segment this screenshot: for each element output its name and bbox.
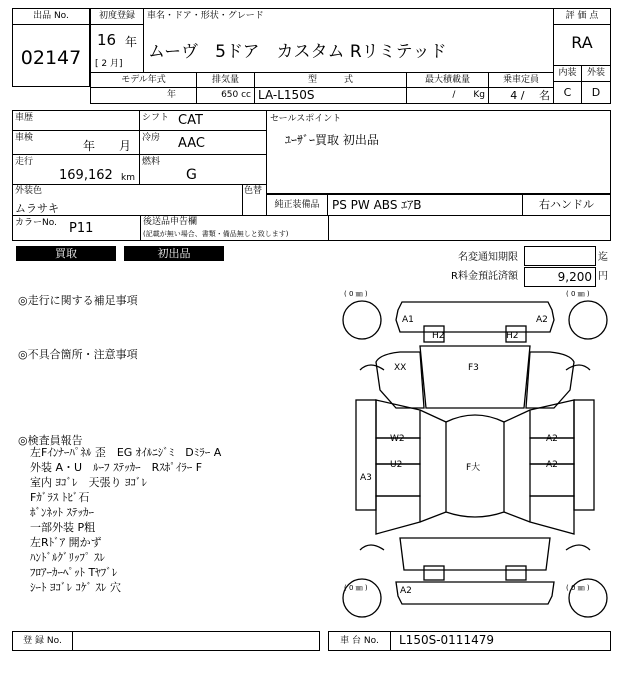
report-line: 一部外装 P粗 <box>30 521 96 534</box>
car-diagram-svg <box>340 290 610 625</box>
rear-glass-left <box>420 512 446 522</box>
recycle-box <box>524 267 596 287</box>
reg-no-label: 登 録 No. <box>13 632 73 650</box>
ext-color-value: ムラサキ <box>15 202 59 215</box>
mark-a1: A1 <box>402 315 414 325</box>
capacity-value: 4 / 名 <box>510 89 550 102</box>
equipment-label: 純正装備品 <box>267 195 328 215</box>
score-value: RA <box>571 33 593 52</box>
windshield-right <box>504 410 530 422</box>
history-cell <box>13 111 140 131</box>
displacement-label: 排気量 <box>197 73 255 88</box>
mark-f-large: F大 <box>466 463 481 473</box>
later-docs-note: (記載が無い場合、書類・備品無しと致します) <box>143 230 289 238</box>
mark-h2-right: H2 <box>506 331 519 341</box>
fuel-label: 燃料 <box>142 157 161 167</box>
front-door-left-top <box>376 400 420 438</box>
sales-point-box <box>266 110 611 194</box>
first-reg-box <box>90 8 144 73</box>
meter-change-box <box>524 246 596 266</box>
front-door-right-top <box>530 400 574 438</box>
report-line: ｼｰﾄ ﾖｺﾞﾚ ｺｹﾞ ｽﾚ 穴 <box>30 581 121 594</box>
meter-change-label: 名変通知期限 <box>458 252 518 263</box>
interior-grade: C <box>554 81 582 103</box>
report-line: 左Fｲﾝﾅｰﾊﾟﾈﾙ 歪 EG ｵｲﾙﾆｼﾞﾐ Dﾐﾗｰ A <box>30 446 222 459</box>
report-line: ﾎﾞﾝﾈｯﾄ ｽﾃｯｶｰ <box>30 506 94 519</box>
load-label: 最大積載量 <box>407 73 489 88</box>
later-docs-blank <box>328 215 611 241</box>
recycle-label: R料金預託済額 <box>451 271 518 282</box>
first-reg-year-unit: 年 <box>125 35 138 49</box>
color-change-label: 色替 <box>244 186 263 196</box>
first-reg-year: 16 <box>97 31 117 49</box>
meter-change-unit: 迄 <box>598 252 608 263</box>
score-box <box>553 8 611 104</box>
displacement-value: 650 cc <box>197 88 255 103</box>
mileage-unit: km <box>121 173 135 183</box>
mark-a2-front: A2 <box>536 315 548 325</box>
model-year-unit: 年 <box>91 88 197 103</box>
fuel-cell <box>140 155 266 185</box>
hood <box>420 346 530 408</box>
load-value: / Kg <box>407 88 489 103</box>
interior-label: 内装 <box>554 65 582 81</box>
history-label: 車歴 <box>15 113 34 123</box>
model-row <box>90 72 554 104</box>
mark-w2: W2 <box>390 434 405 444</box>
tire-front-right <box>569 301 607 339</box>
mileage-cell <box>13 155 140 185</box>
report-line: Fｶﾞﾗｽ ﾄﾋﾞ石 <box>30 491 90 504</box>
ext-color-cell <box>12 184 243 216</box>
lot-number: 02147 <box>20 47 82 69</box>
lot-label: 出品 No. <box>13 9 89 25</box>
side-right-outer <box>574 400 594 510</box>
defect-label: ◎不具合箇所・注意事項 <box>18 348 138 361</box>
reg-no-box <box>12 631 320 651</box>
rear-bumper <box>396 582 554 604</box>
mileage-value: 169,162 <box>59 168 113 183</box>
lot-box <box>12 8 90 87</box>
mileage-label: 走行 <box>15 157 34 167</box>
recycle-unit: 円 <box>598 271 608 282</box>
ext-color-label: 外装色 <box>15 186 43 196</box>
report-line: 室内 ﾖｺﾞﾚ 天張り ﾖｺﾞﾚ <box>30 476 147 489</box>
ac-label: 冷房 <box>142 133 161 143</box>
later-docs-cell <box>140 215 329 241</box>
tire-label-fr: ( 0 ㎜ ) <box>566 290 590 298</box>
front-fender-right <box>526 352 574 408</box>
car-name-box <box>143 8 554 73</box>
mark-h2-left: H2 <box>432 331 445 341</box>
inspection-value: 年 月 <box>83 139 132 153</box>
type-label: 型 式 <box>255 73 407 88</box>
equipment-row <box>266 194 611 216</box>
rear-quarter-right <box>530 496 574 534</box>
mark-a3: A3 <box>360 473 372 483</box>
shift-value: CAT <box>178 113 203 128</box>
report-line: ﾌﾛｱｰｶｰﾍﾟｯﾄ Tﾔﾌﾞﾚ <box>30 566 118 579</box>
mark-u2: U2 <box>390 460 403 470</box>
side-left-outer <box>356 400 376 510</box>
mark-f3: F3 <box>468 363 479 373</box>
rear-left-arch <box>360 545 384 550</box>
front-bumper <box>396 302 554 332</box>
color-no-label: カラーNo. <box>15 218 57 228</box>
score-label: 評 価 点 <box>554 9 610 25</box>
tire-label-rl: ( 0 ㎜ ) <box>344 584 368 592</box>
mark-a2-rear: A2 <box>400 586 412 596</box>
chassis-label: 車 台 No. <box>329 632 391 650</box>
taillight-left <box>424 566 444 580</box>
color-no-value: P11 <box>69 221 94 236</box>
tire-label-rr: ( 0 ㎜ ) <box>566 584 590 592</box>
chassis-no: L150S-0111479 <box>399 633 494 647</box>
equipment-value: PS PW ABS ｴｱB <box>328 195 523 215</box>
steering-value: 右ハンドル <box>539 198 594 211</box>
type-value: LA-L150S <box>255 88 407 103</box>
rear-quarter-left <box>376 496 420 534</box>
car-name-label: 車名・ドア・形状・グレード <box>147 11 264 21</box>
color-no-cell <box>12 215 141 241</box>
exterior-grade: D <box>582 81 610 103</box>
tire-front-left <box>343 301 381 339</box>
tag-first-listing: 初出品 <box>124 246 224 261</box>
inspector-label: ◎検査員報告 <box>18 434 83 447</box>
model-year-label: モデル年式 <box>91 73 197 88</box>
front-fender-left <box>376 352 424 408</box>
tire-label-fl: ( 0 ㎜ ) <box>344 290 368 298</box>
car-diagram <box>340 290 610 625</box>
front-left-arch <box>360 365 384 370</box>
chassis-box <box>328 631 611 651</box>
shift-label: シフト <box>142 113 170 123</box>
color-change-cell <box>242 184 267 216</box>
windshield-left <box>420 410 446 422</box>
rear-glass-right <box>504 512 530 522</box>
first-reg-month: [ 2 月] <box>95 59 123 69</box>
ac-cell <box>140 131 266 155</box>
sales-point-label: セールスポイント <box>270 114 342 124</box>
inspection-cell <box>13 131 140 155</box>
mark-xx: XX <box>394 363 407 373</box>
exterior-label: 外装 <box>582 65 610 81</box>
later-docs-label: 後送品申告欄 <box>143 217 198 227</box>
mark-a2-right-rear: A2 <box>546 460 558 470</box>
report-line: ﾊﾝﾄﾞﾙｸﾞﾘｯﾌﾟ ｽﾚ <box>30 551 105 564</box>
back-door <box>400 538 550 570</box>
ac-value: AAC <box>178 136 205 151</box>
report-line: 左Rﾄﾞｱ 開かず <box>30 536 102 549</box>
report-line: 外装 A・U ﾙｰﾌ ｽﾃｯｶｰ Rｽﾎﾟｲﾗｰ F <box>30 461 203 474</box>
first-reg-label: 初度登録 <box>91 9 143 25</box>
mark-a2-right-front: A2 <box>546 434 558 444</box>
front-right-arch <box>566 365 590 370</box>
shift-cell <box>140 111 266 131</box>
car-name: ムーヴ 5ドア カスタム Rリミテッド <box>148 42 447 62</box>
inspection-label: 車検 <box>15 133 34 143</box>
taillight-right <box>506 566 526 580</box>
driving-note-label: ◎走行に関する補足事項 <box>18 294 138 307</box>
rear-right-arch <box>566 545 590 550</box>
tag-purchased: 買取 <box>16 246 116 261</box>
inspector-report <box>30 445 330 595</box>
fuel-value: G <box>186 167 197 183</box>
sales-point-value: ﾕｰｻﾞｰ買取 初出品 <box>285 133 379 147</box>
recycle-value: 9,200 <box>557 270 592 284</box>
capacity-label: 乗車定員 <box>489 73 553 88</box>
